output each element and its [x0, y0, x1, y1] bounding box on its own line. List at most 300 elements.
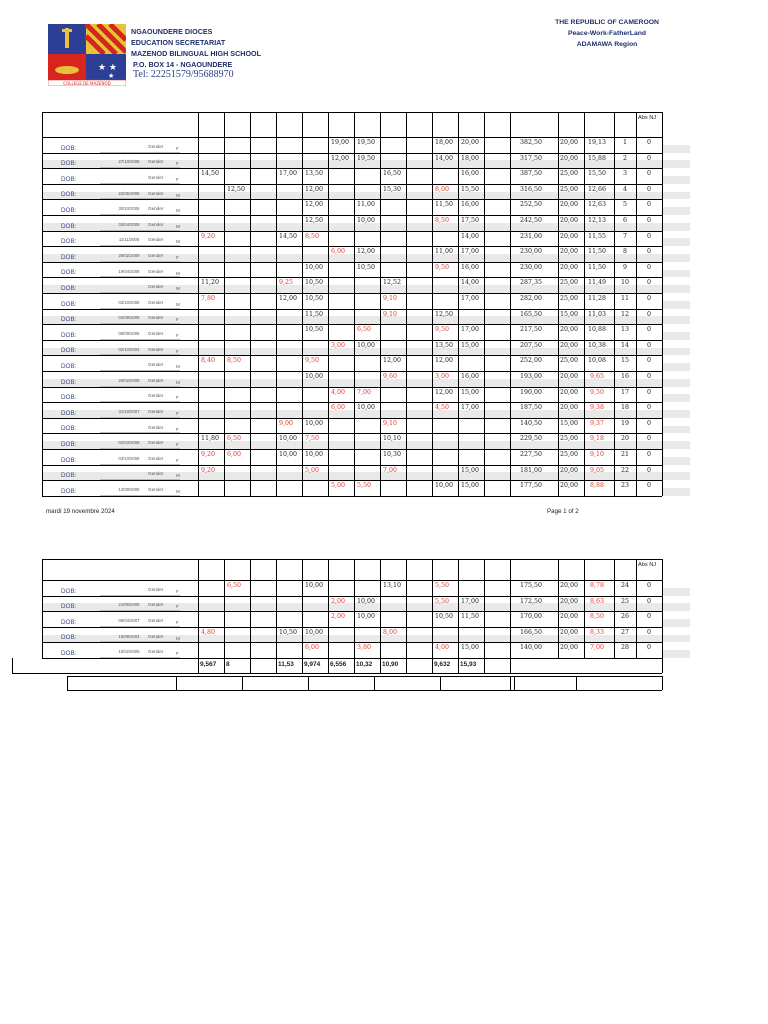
total-cell: 317,50 — [519, 154, 542, 162]
average-cell: 11,55 — [587, 232, 607, 240]
abs-cell: 0 — [646, 404, 651, 412]
gender-label: Gender — [148, 206, 164, 212]
total-cell: 229,50 — [519, 435, 542, 443]
rank-cell: 19 — [620, 419, 629, 427]
coef-cell: 25,00 — [559, 435, 578, 443]
gender-label: Gender — [148, 377, 164, 383]
total-cell: 231,00 — [519, 232, 542, 240]
score-cell: 8,50 — [227, 357, 242, 365]
score-cell: 3,80 — [357, 644, 372, 652]
score-cell: 19,00 — [331, 139, 350, 146]
score-cell: 10,50 — [279, 628, 298, 636]
name-underline — [100, 230, 180, 231]
dob-label: DOB: — [61, 253, 77, 261]
grid-line — [328, 658, 329, 673]
score-cell: 4,00 — [331, 388, 346, 396]
name-underline — [100, 610, 180, 611]
name-underline — [100, 432, 180, 433]
score-cell: 7,00 — [383, 466, 398, 474]
total-cell: 181,00 — [519, 466, 542, 474]
grid-line — [432, 112, 433, 496]
row-band — [662, 238, 690, 246]
grid-line — [42, 112, 43, 496]
coef-cell: 25,00 — [559, 295, 578, 302]
gender-value: F — [176, 395, 179, 401]
average-cell: 10,38 — [587, 341, 607, 349]
abs-nj-header: Abs NJ — [638, 562, 657, 568]
score-cell: 11,80 — [201, 435, 220, 443]
rank-cell: 23 — [620, 482, 629, 490]
name-underline — [100, 657, 180, 658]
rank-cell: 26 — [620, 613, 629, 621]
gender-label: Gender — [148, 237, 164, 243]
gender-label: Gender — [148, 393, 164, 399]
rank-cell: 5 — [622, 201, 627, 209]
abs-cell: 0 — [646, 263, 651, 271]
grid-line — [662, 658, 663, 673]
score-cell: 17,00 — [461, 597, 480, 605]
gender-value: M — [176, 489, 180, 494]
name-underline — [100, 641, 180, 642]
grid-line — [276, 658, 277, 673]
rank-cell: 3 — [622, 170, 627, 178]
score-cell: 16,00 — [461, 170, 480, 178]
rank-cell: 18 — [620, 404, 629, 412]
average-cell: 15,88 — [587, 154, 607, 162]
grid-line — [42, 418, 662, 419]
grid-line — [354, 112, 355, 496]
average-cell: 12,63 — [587, 201, 607, 209]
score-cell: 10,10 — [383, 435, 402, 443]
gender-value: M — [176, 223, 180, 229]
abs-cell: 0 — [646, 279, 651, 287]
gender-label: Gender — [148, 253, 164, 258]
rank-cell: 12 — [620, 310, 629, 318]
grid-line — [406, 559, 407, 658]
score-cell: 7,50 — [305, 435, 320, 443]
average-cell: 11,50 — [587, 263, 607, 271]
dob-label: DOB: — [61, 238, 77, 246]
rank-cell: 1 — [622, 139, 627, 146]
score-cell: 9,25 — [279, 279, 294, 287]
grid-line — [328, 559, 329, 658]
header-line: NGAOUNDERE DIOCES — [131, 27, 213, 36]
score-cell: 8,00 — [383, 628, 398, 636]
score-cell: 12,50 — [435, 310, 454, 318]
gender-value: M — [176, 301, 180, 307]
total-cell: 140,50 — [519, 419, 542, 427]
gender-label: Gender — [148, 649, 164, 655]
grid-line — [514, 676, 515, 690]
grid-line — [42, 153, 662, 154]
gender-label: Gender — [148, 586, 164, 592]
average-cell: 11,28 — [587, 295, 607, 302]
score-cell: 10,00 — [279, 451, 298, 458]
total-cell: 165,50 — [519, 310, 542, 318]
score-cell: 12,50 — [227, 185, 246, 193]
dob-label: DOB: — [61, 456, 77, 464]
rank-cell: 21 — [620, 451, 629, 458]
dob-date: 11/11/2005 — [118, 237, 140, 243]
name-underline — [100, 479, 180, 480]
score-cell: 13,50 — [435, 341, 454, 349]
score-cell: 9,20 — [201, 232, 216, 240]
coef-cell: 20,00 — [559, 326, 578, 334]
coef-cell: 20,00 — [559, 582, 578, 589]
gender-value: M — [176, 635, 180, 641]
grid-line — [42, 596, 662, 597]
gender-value: F — [176, 317, 179, 323]
totals-cell: 15,93 — [460, 661, 477, 668]
average-cell: 8,78 — [589, 582, 605, 589]
dob-label: DOB: — [61, 487, 77, 495]
grid-line — [432, 559, 433, 658]
rank-cell: 6 — [622, 217, 627, 224]
rank-cell: 9 — [622, 263, 627, 271]
score-cell: 10,50 — [305, 279, 324, 287]
grid-line — [42, 340, 662, 341]
score-cell: 8,50 — [305, 232, 320, 240]
dob-label: DOB: — [61, 409, 77, 417]
name-underline — [100, 323, 180, 324]
score-cell: 17,50 — [461, 217, 480, 224]
row-band — [662, 301, 690, 309]
score-cell: 4,80 — [201, 628, 216, 636]
gender-value: M — [176, 364, 180, 370]
score-cell: 5,00 — [305, 466, 320, 474]
dob-label: DOB: — [61, 650, 77, 657]
header-line: MAZENOD BILINGUAL HIGH SCHOOL — [131, 49, 262, 58]
row-band — [662, 394, 690, 402]
totals-cell: 6,556 — [330, 661, 347, 668]
abs-cell: 0 — [646, 466, 651, 474]
gender-value: F — [176, 651, 179, 657]
totals-cell: 9,632 — [434, 661, 451, 668]
abs-cell: 0 — [646, 326, 651, 334]
grid-line — [614, 559, 615, 658]
gender-label: Gender — [148, 331, 164, 336]
coef-cell: 20,00 — [559, 373, 578, 380]
grid-line — [198, 559, 199, 658]
name-underline — [100, 339, 180, 340]
header-line: THE REPUBLIC OF CAMEROON — [555, 19, 659, 26]
grid-line — [42, 627, 662, 628]
score-cell: 6,50 — [357, 326, 372, 334]
abs-cell: 0 — [646, 217, 651, 224]
total-cell: 207,50 — [519, 341, 542, 349]
dob-date: 12/09/2008 — [118, 487, 140, 492]
grid-line — [484, 112, 485, 496]
gender-value: M — [176, 239, 180, 245]
score-cell: 11,00 — [357, 201, 376, 209]
abs-cell: 0 — [646, 295, 651, 302]
gender-value: F — [176, 588, 179, 594]
name-underline — [100, 183, 180, 184]
coef-cell: 20,00 — [559, 482, 578, 490]
score-cell: 18,00 — [461, 154, 480, 162]
abs-cell: 0 — [646, 644, 651, 652]
average-cell: 9,50 — [589, 388, 605, 396]
dob-date: 15/09/2004 — [118, 633, 140, 639]
total-cell: 187,50 — [519, 404, 542, 412]
dob-date: 03/10/2008 — [118, 455, 140, 461]
score-cell: 10,50 — [305, 295, 324, 302]
coef-cell: 20,00 — [559, 263, 578, 271]
dob-label: DOB: — [61, 378, 77, 386]
dob-date: 31/10/2007 — [118, 409, 140, 414]
rank-cell: 27 — [620, 628, 629, 636]
grid-line — [176, 676, 177, 690]
score-cell: 10,50 — [435, 613, 454, 621]
score-cell: 13,10 — [383, 582, 402, 589]
grid-line — [584, 559, 585, 658]
header-tel: Tel: 22251579/95688970 — [133, 69, 234, 80]
score-cell: 6,00 — [227, 451, 242, 458]
score-cell: 6,00 — [331, 404, 346, 412]
score-cell: 12,00 — [383, 357, 402, 365]
grid-line — [584, 112, 585, 496]
grid-line — [67, 676, 68, 690]
average-cell: 8,88 — [589, 482, 605, 490]
score-cell: 18,00 — [435, 139, 454, 146]
dob-date: 03/10/2008 — [118, 299, 140, 305]
grid-line — [42, 387, 662, 388]
gender-value: F — [176, 177, 179, 182]
grid-line — [458, 112, 459, 496]
score-cell: 5,50 — [357, 482, 372, 490]
footer-date: mardi 19 novembre 2024 — [46, 508, 115, 515]
score-cell: 12,00 — [357, 248, 376, 256]
score-cell: 11,20 — [201, 279, 220, 287]
average-cell: 9,10 — [589, 451, 605, 458]
score-cell: 15,00 — [461, 341, 480, 349]
score-cell: 14,50 — [201, 170, 220, 178]
grid-line — [458, 658, 459, 673]
grid-line — [42, 199, 662, 200]
grid-line — [302, 112, 303, 496]
gender-value: M — [176, 192, 180, 198]
gender-value: F — [176, 348, 179, 354]
score-cell: 9,50 — [435, 263, 450, 271]
total-cell: 175,50 — [519, 582, 542, 589]
total-cell: 227,50 — [519, 451, 542, 458]
dob-label: DOB: — [61, 634, 77, 642]
score-cell: 17,00 — [461, 326, 480, 334]
coef-cell: 20,00 — [559, 388, 578, 396]
dob-label: DOB: — [61, 603, 77, 611]
rank-cell: 13 — [620, 326, 629, 334]
gender-label: Gender — [148, 424, 164, 430]
dob-date: 22/05/2009 — [118, 190, 140, 196]
grid-line — [328, 112, 329, 496]
totals-cell: 9,567 — [200, 661, 217, 668]
grid-line — [440, 676, 441, 690]
score-cell: 14,00 — [461, 232, 480, 240]
total-cell: 252,50 — [519, 201, 542, 209]
score-cell: 2,00 — [331, 597, 346, 605]
score-cell: 9,10 — [383, 419, 398, 427]
dob-label: DOB: — [61, 331, 77, 339]
score-cell: 14,50 — [279, 232, 298, 240]
average-cell: 12,66 — [587, 185, 607, 193]
grid-line — [42, 433, 662, 434]
gender-value: F — [176, 145, 179, 151]
rank-cell: 8 — [622, 248, 627, 256]
dob-date: 28/02/2009 — [118, 253, 140, 258]
gender-value: F — [176, 333, 179, 338]
gender-label: Gender — [148, 221, 164, 227]
score-cell: 10,00 — [357, 597, 376, 605]
score-cell: 4,50 — [435, 404, 450, 412]
gender-value: F — [176, 604, 179, 610]
score-cell: 16,00 — [461, 201, 480, 209]
score-cell: 8,50 — [435, 217, 450, 224]
grid-line — [510, 676, 511, 690]
total-cell: 282,00 — [519, 295, 542, 302]
score-cell: 12,00 — [331, 154, 350, 162]
grid-line — [67, 676, 662, 677]
coef-cell: 20,00 — [559, 597, 578, 605]
grid-line — [250, 559, 251, 658]
name-underline — [100, 595, 180, 596]
total-cell: 242,50 — [519, 217, 542, 224]
dob-label: DOB: — [61, 269, 77, 277]
rank-cell: 20 — [620, 435, 629, 443]
name-underline — [100, 386, 180, 387]
gender-value: M — [176, 286, 180, 292]
name-underline — [100, 401, 180, 402]
average-cell: 15,50 — [587, 170, 607, 178]
gender-value: F — [176, 620, 179, 625]
gender-label: Gender — [148, 409, 164, 414]
rank-cell: 25 — [620, 597, 629, 605]
total-cell: 172,50 — [519, 597, 542, 605]
grid-line — [42, 262, 662, 263]
dob-date: 03/04/2008 — [118, 221, 140, 227]
gender-label: Gender — [148, 284, 164, 290]
grid-line — [308, 676, 309, 690]
grid-line — [662, 676, 663, 690]
coef-cell: 25,00 — [559, 451, 578, 458]
score-cell: 15,00 — [461, 388, 480, 396]
total-cell: 316,50 — [519, 185, 542, 193]
score-cell: 5,00 — [331, 482, 346, 490]
coef-cell: 20,00 — [559, 217, 578, 224]
name-underline — [100, 495, 180, 496]
school-logo — [48, 24, 126, 86]
rank-cell: 16 — [620, 373, 629, 380]
gender-label: Gender — [148, 299, 164, 305]
abs-cell: 0 — [646, 154, 651, 162]
gender-label: Gender — [148, 175, 164, 180]
name-underline — [100, 245, 180, 246]
totals-cell: 10,90 — [382, 661, 399, 668]
republic-header — [540, 17, 674, 50]
score-cell: 15,00 — [461, 466, 480, 474]
score-cell: 6,50 — [227, 582, 242, 589]
grid-line — [224, 112, 225, 496]
total-cell: 166,50 — [519, 628, 542, 636]
score-cell: 5,50 — [435, 597, 450, 605]
dob-date: 30/10/2006 — [118, 206, 140, 212]
row-band — [662, 207, 690, 215]
dob-date: 15/02/2009 — [118, 649, 140, 655]
total-cell: 193,00 — [519, 373, 542, 380]
dob-label: DOB: — [61, 394, 77, 402]
row-band — [662, 145, 690, 153]
row-band — [662, 332, 690, 340]
gender-value: F — [176, 255, 179, 260]
coef-cell: 25,00 — [559, 185, 578, 193]
dob-label: DOB: — [61, 316, 77, 324]
score-cell: 3,00 — [435, 373, 450, 380]
gender-label: Gender — [148, 618, 164, 623]
rank-cell: 15 — [620, 357, 629, 365]
score-cell: 4,00 — [435, 644, 450, 652]
dob-label: DOB: — [61, 175, 77, 183]
name-underline — [100, 214, 180, 215]
grid-line — [42, 215, 662, 216]
totals-cell: 8 — [226, 661, 230, 668]
score-cell: 17,00 — [461, 404, 480, 412]
header-line: ADAMAWA Region — [576, 41, 638, 48]
name-underline — [100, 354, 180, 355]
dob-label: DOB: — [61, 222, 77, 230]
name-underline — [100, 448, 180, 449]
name-underline — [100, 152, 180, 153]
average-cell: 11,50 — [587, 248, 607, 256]
coef-cell: 15,00 — [559, 310, 578, 318]
name-underline — [100, 464, 180, 465]
grid-line — [42, 231, 662, 232]
totals-cell: 11,53 — [278, 661, 294, 668]
grid-line — [42, 402, 662, 403]
score-cell: 19,50 — [357, 139, 376, 146]
score-cell: 14,00 — [461, 279, 480, 287]
score-cell: 10,00 — [305, 451, 324, 458]
dob-date: 04/09/2008 — [118, 315, 140, 321]
row-band — [662, 176, 690, 184]
grid-line — [302, 658, 303, 673]
grid-line — [662, 112, 663, 496]
score-cell: 19,50 — [357, 154, 376, 162]
abs-cell: 0 — [646, 597, 651, 605]
grid-line — [42, 355, 662, 356]
score-cell: 20,00 — [461, 139, 480, 146]
score-cell: 9,50 — [305, 357, 320, 365]
row-band — [662, 619, 690, 627]
dob-date: 08/09/2006 — [118, 331, 140, 336]
name-underline — [100, 292, 180, 293]
coef-cell: 20,00 — [559, 628, 578, 636]
total-cell: 230,00 — [519, 248, 542, 256]
abs-cell: 0 — [646, 185, 651, 193]
abs-cell: 0 — [646, 357, 651, 365]
gender-label: Gender — [148, 455, 164, 461]
header-line: Peace-Work-FatherLand — [567, 30, 647, 37]
score-cell: 15,30 — [383, 185, 402, 193]
grid-line — [42, 277, 662, 278]
coef-cell: 20,00 — [559, 201, 578, 209]
score-cell: 10,00 — [305, 582, 324, 589]
rank-cell: 2 — [622, 154, 627, 162]
totals-cell: 10,32 — [356, 661, 373, 668]
grid-line — [224, 658, 225, 673]
dob-label: DOB: — [61, 347, 77, 355]
average-cell: 9,38 — [589, 404, 605, 412]
gender-value: F — [176, 411, 179, 416]
score-cell: 9,20 — [201, 451, 216, 458]
